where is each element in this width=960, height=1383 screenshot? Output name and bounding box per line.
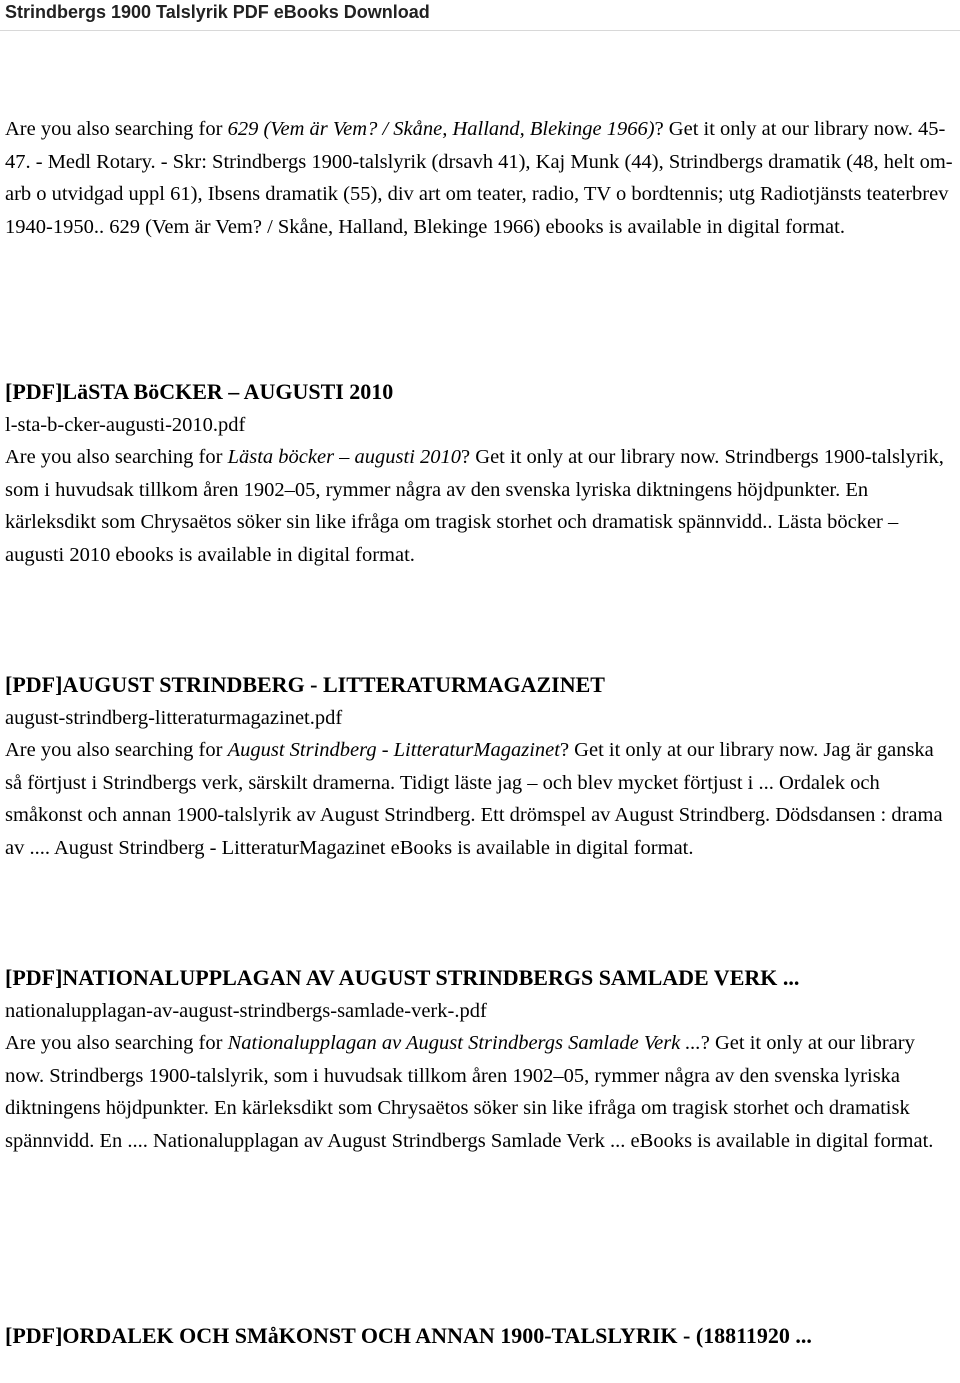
description-italic-title: Nationalupplagan av August Strindbergs Samlade Verk ... <box>227 1032 701 1055</box>
result-item <box>5 669 955 865</box>
description-rest: ? Get it only at our library now. 45-47. - Medl Rotary. - Skr: Strindbergs 1900-talslyrik (drsavh 41), Kaj Munk (44), Strindbergs dramatik (48, helt om-arb o utvidgad uppl 61), Ibsens dramatik (55), div art om teater, radio, TV o bordtennis; utg Radiotjänsts teaterbrev 1940-1950.. 629 (Vem är Vem? / Skåne, Halland, Blekinge 1966) ebooks is available in digital format. <box>5 118 953 238</box>
result-description <box>5 734 955 864</box>
result-item <box>5 1320 955 1353</box>
result-description <box>5 1027 955 1157</box>
result-title[interactable]: [PDF]NATIONALUPPLAGAN AV AUGUST STRINDBERGS SAMLADE VERK ... <box>5 965 800 990</box>
description-lead: Are you also searching for <box>5 739 228 762</box>
result-item <box>5 962 955 1158</box>
description-rest: ? Get it only at our library now. Strindbergs 1900-talslyrik, som i huvudsak tillkom åren 1902–05, rymmer några av den svenska lyriska diktningens höjdpunkter. En kärleksdikt som Chrysaëtos söker sin like ifråga om tragisk storhet och dramatisk spännvidd. En .... Nationalupplagan av August Strindbergs Samlade Verk ... eBooks is available in digital format. <box>5 1032 934 1152</box>
description-rest: ? Get it only at our library now. Strindbergs 1900-talslyrik, som i huvudsak tillkom åren 1902–05, rymmer några av den svenska lyriska diktningens höjdpunkter. En kärleksdikt som Chrysaëtos söker sin like ifråga om tragisk storhet och dramatisk spännvidd.. Lästa böcker – augusti 2010 ebooks is available in digital format. <box>5 446 944 566</box>
result-title[interactable]: [PDF]ORDALEK OCH SMåKONST OCH ANNAN 1900-TALSLYRIK - (18811920 ... <box>5 1323 812 1348</box>
result-filename[interactable]: nationalupplagan-av-august-strindbergs-samlade-verk-.pdf <box>5 999 487 1022</box>
result-item <box>5 376 955 572</box>
description-lead: Are you also searching for <box>5 446 228 469</box>
result-title[interactable]: [PDF]AUGUST STRINDBERG - LITTERATURMAGAZINET <box>5 672 605 697</box>
description-lead: Are you also searching for <box>5 1032 228 1055</box>
result-filename[interactable]: august-strindberg-litteraturmagazinet.pdf <box>5 706 343 729</box>
description-rest: ? Get it only at our library now. Jag är ganska så förtjust i Strindbergs verk, särskilt dramerna. Tidigt läste jag – och blev mycket förtjust i ... Ordalek och småkonst och annan 1900-talslyrik av August Strindberg. Ett drömspel av August Strindberg. Dödsdansen : drama av .... August Strindberg - LitteraturMagazinet eBooks is available in digital format. <box>5 739 943 859</box>
result-intro <box>5 113 955 243</box>
description-italic-title: August Strindberg - LitteraturMagazinet <box>227 739 560 762</box>
result-description <box>5 441 955 571</box>
description-lead: Are you also searching for <box>5 118 228 140</box>
result-filename[interactable]: l-sta-b-cker-augusti-2010.pdf <box>5 413 246 436</box>
result-title[interactable]: [PDF]LäSTA BöCKER – AUGUSTI 2010 <box>5 379 394 404</box>
page-header-title: Strindbergs 1900 Talslyrik PDF eBooks Download <box>5 2 430 22</box>
description-italic-title: Lästa böcker – augusti 2010 <box>227 446 462 469</box>
description-italic-title: 629 (Vem är Vem? / Skåne, Halland, Blekinge 1966) <box>227 118 655 140</box>
header-divider <box>0 30 960 31</box>
result-description <box>5 113 955 243</box>
